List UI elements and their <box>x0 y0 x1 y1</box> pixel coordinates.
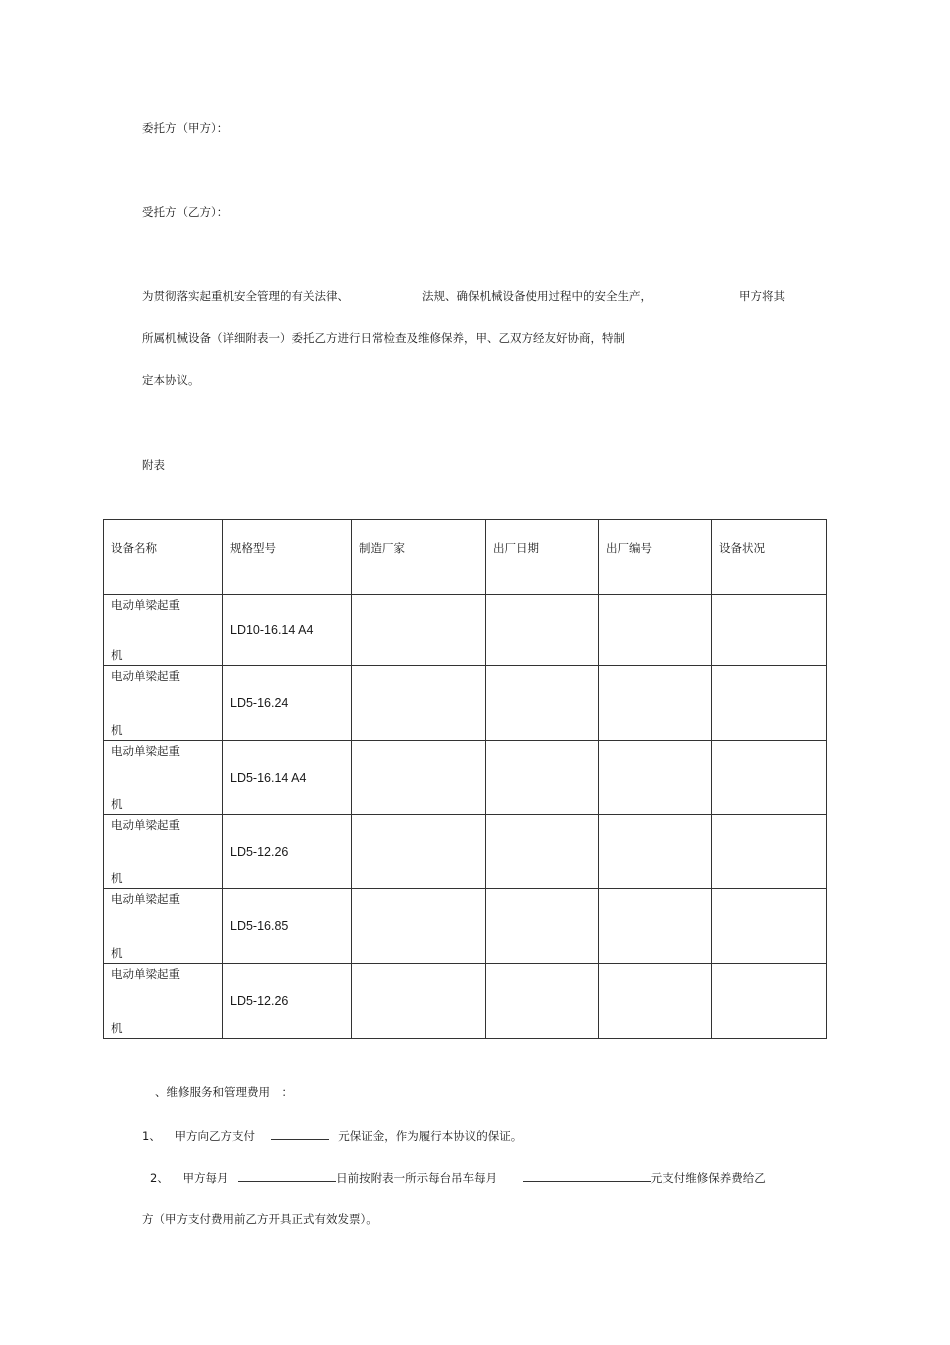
equipment-name-cell: 电动单梁起重 机 <box>104 741 223 815</box>
payment-day-blank[interactable] <box>238 1170 336 1182</box>
header-cell: 设备状况 <box>712 520 827 595</box>
manufacturer-cell[interactable] <box>352 815 486 889</box>
appendix-label: 附表 <box>142 458 165 472</box>
serial-number-cell[interactable] <box>599 815 712 889</box>
manufacture-date-cell[interactable] <box>486 964 599 1039</box>
equipment-status-cell[interactable] <box>712 741 827 815</box>
table-row <box>104 889 827 964</box>
serial-number-cell[interactable] <box>599 595 712 666</box>
serial-number-cell[interactable] <box>599 889 712 964</box>
equipment-name-cell: 电动单梁起重 机 <box>104 889 223 964</box>
fee-item-1-number: 1、 <box>142 1129 161 1143</box>
header-cell: 制造厂家 <box>352 520 486 595</box>
manufacturer-cell[interactable] <box>352 889 486 964</box>
equipment-status-cell[interactable] <box>712 666 827 741</box>
fee-item-1-text-b: 元保证金，作为履行本协议的保证。 <box>338 1129 523 1143</box>
equipment-name-cell: 电动单梁起重 机 <box>104 815 223 889</box>
fee-item-2-text-c: 元支付维修保养费给乙 <box>650 1171 766 1185</box>
intro-line-1-part-1: 为贯彻落实起重机安全管理的有关法律、 <box>142 289 349 303</box>
client-party-line: 委托方（甲方）： <box>142 121 229 135</box>
table-row <box>104 741 827 815</box>
manufacturer-cell[interactable] <box>352 666 486 741</box>
equipment-name-cell: 电动单梁起重 机 <box>104 595 223 666</box>
fee-item-2-number: 2、 <box>150 1171 169 1185</box>
header-cell: 出厂编号 <box>599 520 712 595</box>
equipment-table <box>103 519 827 1039</box>
manufacturer-cell[interactable] <box>352 741 486 815</box>
manufacture-date-cell[interactable] <box>486 595 599 666</box>
equipment-status-cell[interactable] <box>712 815 827 889</box>
model-cell: LD10-16.14 A4 <box>223 595 352 666</box>
deposit-amount-blank[interactable] <box>271 1128 329 1140</box>
serial-number-cell[interactable] <box>599 741 712 815</box>
equipment-status-cell[interactable] <box>712 964 827 1039</box>
equipment-name-cell: 电动单梁起重 机 <box>104 964 223 1039</box>
fees-section-title: 、维修服务和管理费用 ： <box>155 1085 293 1099</box>
header-cell: 设备名称 <box>104 520 223 595</box>
fee-item-2 <box>150 1170 766 1185</box>
fee-item-1 <box>142 1128 522 1143</box>
manufacture-date-cell[interactable] <box>486 815 599 889</box>
intro-line-2: 所属机械设备（详细附表一）委托乙方进行日常检查及维修保养，甲、乙双方经友好协商，特制 <box>142 331 625 345</box>
serial-number-cell[interactable] <box>599 666 712 741</box>
manufacture-date-cell[interactable] <box>486 741 599 815</box>
equipment-status-cell[interactable] <box>712 595 827 666</box>
manufacturer-cell[interactable] <box>352 964 486 1039</box>
model-cell: LD5-16.24 <box>223 666 352 741</box>
model-cell: LD5-12.26 <box>223 964 352 1039</box>
manufacturer-cell[interactable] <box>352 595 486 666</box>
serial-number-cell[interactable] <box>599 964 712 1039</box>
table-row <box>104 815 827 889</box>
equipment-name-cell: 电动单梁起重 机 <box>104 666 223 741</box>
intro-line-3: 定本协议。 <box>142 373 200 387</box>
table-row <box>104 595 827 666</box>
monthly-fee-blank[interactable] <box>523 1170 651 1182</box>
header-cell: 出厂日期 <box>486 520 599 595</box>
model-cell: LD5-16.85 <box>223 889 352 964</box>
manufacture-date-cell[interactable] <box>486 889 599 964</box>
table-header-row <box>104 520 827 595</box>
fee-item-1-text-a: 甲方向乙方支付 <box>174 1129 255 1143</box>
manufacture-date-cell[interactable] <box>486 666 599 741</box>
model-cell: LD5-16.14 A4 <box>223 741 352 815</box>
intro-line-1-part-2: 法规、确保机械设备使用过程中的安全生产， <box>422 289 652 303</box>
intro-line-1-part-3: 甲方将其 <box>739 289 785 303</box>
model-cell: LD5-12.26 <box>223 815 352 889</box>
fee-item-2-text-a: 甲方每月 <box>182 1171 229 1185</box>
contractor-party-line: 受托方（乙方）： <box>142 205 229 219</box>
header-cell: 规格型号 <box>223 520 352 595</box>
table-row <box>104 666 827 741</box>
fee-item-2-text-b: 日前按附表一所示每台吊车每月 <box>336 1171 498 1185</box>
table-row <box>104 964 827 1039</box>
fee-item-2-continuation: 方（甲方支付费用前乙方开具正式有效发票）。 <box>142 1212 378 1226</box>
equipment-status-cell[interactable] <box>712 889 827 964</box>
